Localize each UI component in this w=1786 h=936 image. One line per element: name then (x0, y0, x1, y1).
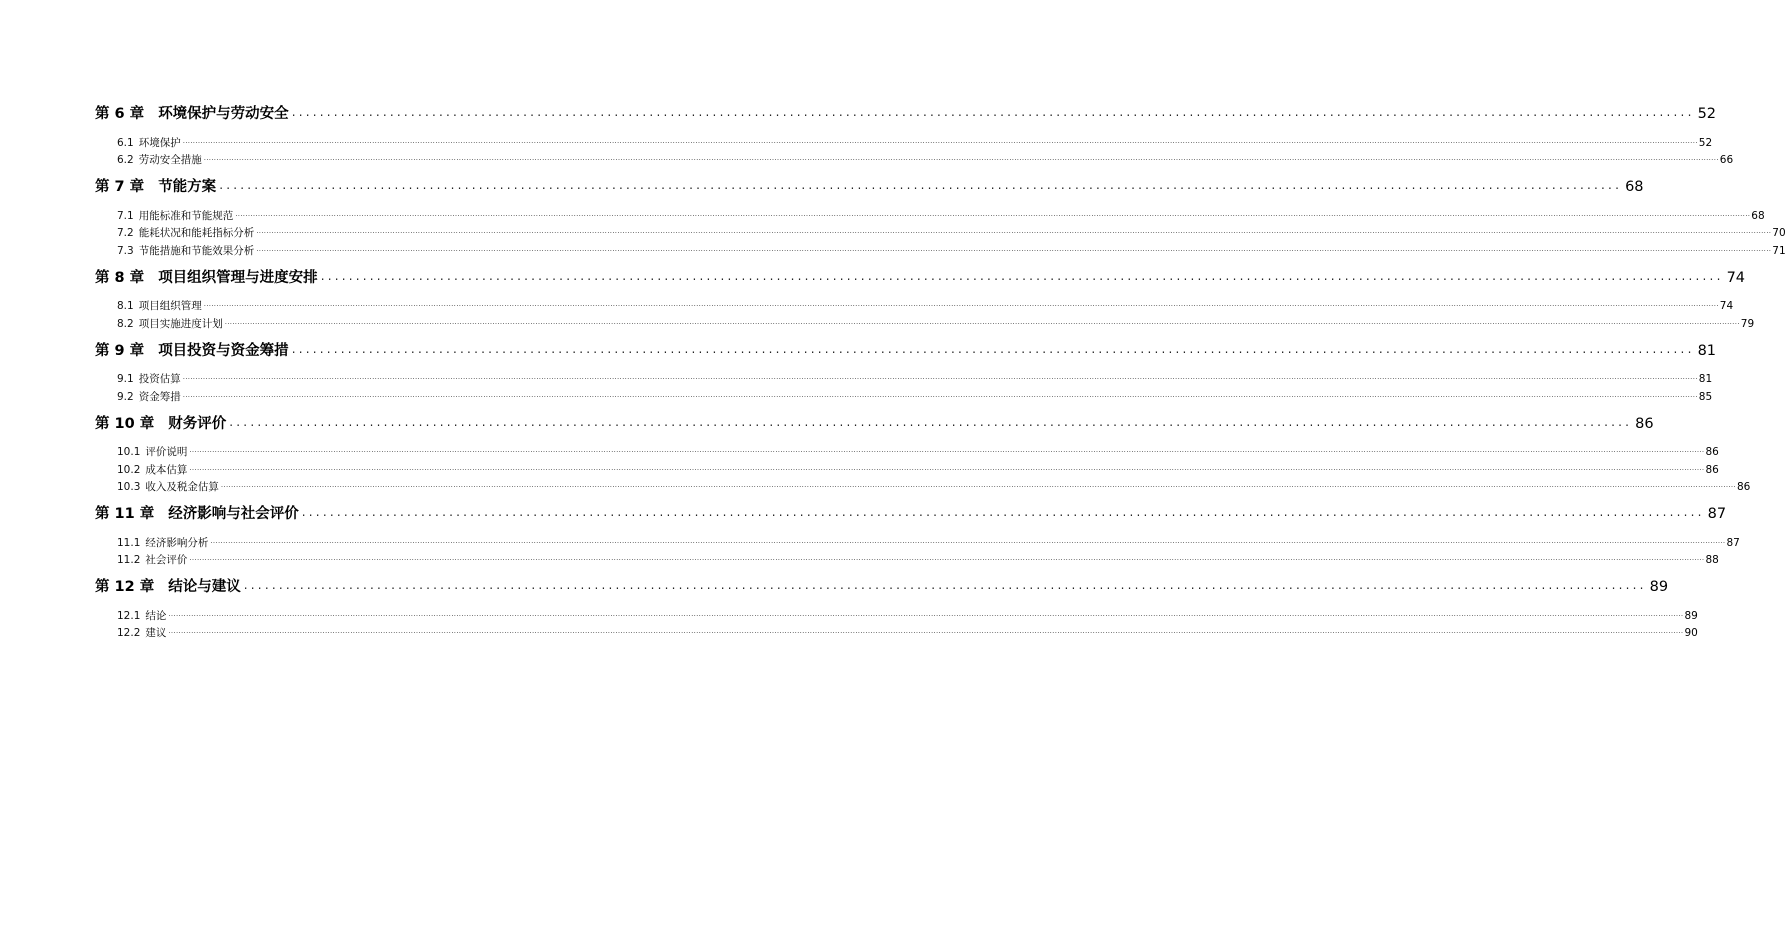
chapter-number: 第 11 章 (95, 506, 155, 522)
toc-chapter (95, 338, 1717, 404)
section-number: 8.1 (117, 300, 134, 312)
section-page-number: 52 (1698, 136, 1713, 149)
dot-leader: ........................................................................................................................................................................................................................................................................................................................................................................................................................................................................................................................................................................................................................ (210, 536, 1726, 545)
dot-leader: ........................................................................................................................................................................................................................................................................................................................................................................................................................................................................................................................................................................................................................ (182, 390, 1698, 399)
section-number: 7.1 (117, 209, 134, 222)
section-number: 8.2 (117, 317, 134, 330)
section-number: 10.3 (117, 481, 141, 493)
section-title: 项目组织管理 (138, 300, 202, 312)
dot-leader: ........................................................................................................................................................................................................................................................................................................................................................................................................................................................................................................................................................................................................................ (220, 481, 1736, 489)
section-number: 10.1 (117, 446, 141, 458)
toc-section-entry[interactable] (117, 550, 1719, 568)
section-number: 7.2 (117, 227, 134, 239)
toc-section-entry[interactable] (117, 132, 1713, 150)
chapter-page-number: 52 (1697, 106, 1717, 122)
toc-section-entry[interactable] (117, 205, 1765, 223)
dot-leader: ........................................................................................................................................................................................................................................................................................................................................................................................................................................................................................................................................................................................................................ (189, 463, 1705, 472)
chapter-page-number: 81 (1697, 342, 1717, 359)
toc-section-entry[interactable] (117, 459, 1719, 477)
section-number: 11.2 (117, 554, 141, 566)
section-title: 社会评价 (145, 554, 188, 566)
toc-chapter (95, 501, 1740, 567)
section-number: 11.1 (117, 536, 141, 549)
section-page-number: 68 (1751, 209, 1765, 222)
toc-section-entry[interactable] (117, 223, 1786, 241)
dot-leader: ........................................................................................................................................................................................................................................................................................................................................................................................................................................................................................................................................................................................................................ (189, 554, 1705, 562)
toc-section-list (117, 532, 1740, 567)
chapter-page-number: 86 (1635, 415, 1654, 432)
toc-section-entry[interactable] (117, 442, 1719, 460)
chapter-title: 项目组织管理与进度安排 (158, 269, 318, 286)
chapter-title: 环境保护与劳动安全 (158, 106, 289, 122)
toc-chapter-entry[interactable] (95, 265, 1746, 287)
section-page-number: 89 (1684, 609, 1698, 622)
table-of-contents (95, 101, 1786, 647)
section-title: 经济影响分析 (145, 536, 209, 549)
toc-section-list (117, 442, 1751, 495)
section-number: 9.1 (117, 373, 134, 385)
toc-section-list (117, 132, 1734, 167)
section-title: 环境保护 (138, 136, 181, 149)
section-number: 9.2 (117, 390, 134, 403)
toc-chapter (95, 574, 1698, 640)
section-title: 劳动安全措施 (138, 154, 202, 166)
toc-chapter-entry[interactable] (95, 501, 1727, 523)
dot-leader: ........................................................................................................................................................................................................ (291, 341, 1695, 356)
dot-leader: ........................................................................................................................................................................................................................................................................................................................................................................................................................................................................................................................................................................................................................ (189, 446, 1705, 454)
section-number: 7.3 (117, 244, 134, 257)
dot-leader: ........................................................................................................................................................................................................ (229, 414, 1633, 429)
chapter-page-number: 89 (1649, 579, 1669, 595)
dot-leader: ........................................................................................................................................................................................................ (301, 505, 1705, 519)
section-page-number: 85 (1698, 390, 1713, 403)
chapter-title: 项目投资与资金筹措 (158, 342, 289, 359)
toc-chapter-entry[interactable] (95, 174, 1644, 196)
section-number: 12.2 (117, 627, 141, 639)
dot-leader: ........................................................................................................................................................................................................................................................................................................................................................................................................................................................................................................................................................................................................................ (168, 627, 1684, 635)
dot-leader: ........................................................................................................................................................................................................................................................................................................................................................................................................................................................................................................................................................................................................................ (235, 209, 1751, 218)
section-title: 用能标准和节能规范 (138, 209, 234, 222)
chapter-page-number: 68 (1625, 179, 1644, 195)
chapter-page-number: 74 (1726, 269, 1746, 286)
toc-section-entry[interactable] (117, 150, 1734, 168)
dot-leader: ........................................................................................................................................................................................................................................................................................................................................................................................................................................................................................................................................................................................................................ (182, 136, 1698, 145)
toc-chapter (95, 265, 1755, 331)
section-title: 投资估算 (138, 373, 181, 385)
toc-section-entry[interactable] (117, 532, 1740, 550)
toc-chapter-entry[interactable] (95, 411, 1654, 433)
section-page-number: 66 (1719, 154, 1734, 166)
section-page-number: 81 (1698, 373, 1713, 385)
section-page-number: 90 (1684, 627, 1698, 639)
toc-chapter-entry[interactable] (95, 101, 1717, 123)
section-page-number: 87 (1726, 536, 1740, 549)
toc-section-entry[interactable] (117, 240, 1786, 258)
toc-chapter (95, 411, 1751, 495)
chapter-number: 第 10 章 (95, 415, 155, 432)
toc-chapter (95, 101, 1734, 167)
toc-section-entry[interactable] (117, 386, 1713, 404)
dot-leader: ........................................................................................................................................................................................................................................................................................................................................................................................................................................................................................................................................................................................................................ (224, 317, 1740, 326)
dot-leader: ........................................................................................................................................................................................................................................................................................................................................................................................................................................................................................................................................................................................................................ (203, 154, 1719, 162)
dot-leader: ........................................................................................................................................................................................................................................................................................................................................................................................................................................................................................................................................................................................................................ (182, 373, 1698, 381)
section-number: 6.1 (117, 136, 134, 149)
toc-section-entry[interactable] (117, 296, 1734, 314)
section-page-number: 79 (1740, 317, 1755, 330)
section-page-number: 70 (1772, 227, 1786, 239)
section-title: 收入及税金估算 (145, 481, 219, 493)
toc-section-entry[interactable] (117, 313, 1755, 331)
section-page-number: 86 (1736, 481, 1751, 493)
chapter-page-number: 87 (1707, 506, 1727, 522)
chapter-title: 结论与建议 (168, 579, 241, 595)
section-number: 10.2 (117, 463, 141, 476)
toc-section-entry[interactable] (117, 477, 1751, 495)
chapter-title: 财务评价 (168, 415, 227, 432)
section-page-number: 88 (1705, 554, 1719, 566)
toc-chapter-entry[interactable] (95, 574, 1669, 596)
dot-leader: ........................................................................................................................................................................................................................................................................................................................................................................................................................................................................................................................................................................................................................ (203, 300, 1719, 308)
section-page-number: 86 (1705, 446, 1719, 458)
toc-section-entry[interactable] (117, 605, 1698, 623)
toc-section-list (117, 296, 1755, 331)
section-title: 项目实施进度计划 (138, 317, 223, 330)
dot-leader: ........................................................................................................................................................................................................................................................................................................................................................................................................................................................................................................................................................................................................................ (256, 244, 1772, 253)
chapter-number: 第 7 章 (95, 179, 145, 195)
toc-section-list (117, 605, 1698, 640)
dot-leader: ........................................................................................................................................................................................................................................................................................................................................................................................................................................................................................................................................................................................................................ (256, 227, 1772, 235)
section-title: 资金筹措 (138, 390, 181, 403)
chapter-number: 第 12 章 (95, 579, 155, 595)
section-number: 6.2 (117, 154, 134, 166)
chapter-number: 第 8 章 (95, 269, 145, 286)
dot-leader: ........................................................................................................................................................................................................ (291, 105, 1695, 119)
section-number: 12.1 (117, 609, 141, 622)
section-title: 能耗状况和能耗指标分析 (138, 227, 255, 239)
section-page-number: 86 (1705, 463, 1719, 476)
toc-section-list (117, 205, 1786, 258)
section-title: 节能措施和节能效果分析 (138, 244, 255, 257)
section-title: 成本估算 (145, 463, 188, 476)
toc-section-entry[interactable] (117, 623, 1698, 641)
toc-section-list (117, 369, 1713, 404)
chapter-number: 第 9 章 (95, 342, 145, 359)
section-page-number: 71 (1772, 244, 1786, 257)
dot-leader: ........................................................................................................................................................................................................................................................................................................................................................................................................................................................................................................................................................................................................................ (168, 609, 1684, 618)
chapter-title: 节能方案 (158, 179, 217, 195)
toc-chapter (95, 174, 1786, 258)
dot-leader: ........................................................................................................................................................................................................ (243, 578, 1647, 592)
toc-section-entry[interactable] (117, 369, 1713, 387)
section-title: 结论 (145, 609, 167, 622)
chapter-number: 第 6 章 (95, 106, 145, 122)
dot-leader: ........................................................................................................................................................................................................ (320, 268, 1724, 283)
chapter-title: 经济影响与社会评价 (168, 506, 299, 522)
dot-leader: ........................................................................................................................................................................................................ (219, 178, 1623, 192)
section-page-number: 74 (1719, 300, 1734, 312)
toc-chapter-entry[interactable] (95, 338, 1717, 360)
section-title: 建议 (145, 627, 167, 639)
section-title: 评价说明 (145, 446, 188, 458)
